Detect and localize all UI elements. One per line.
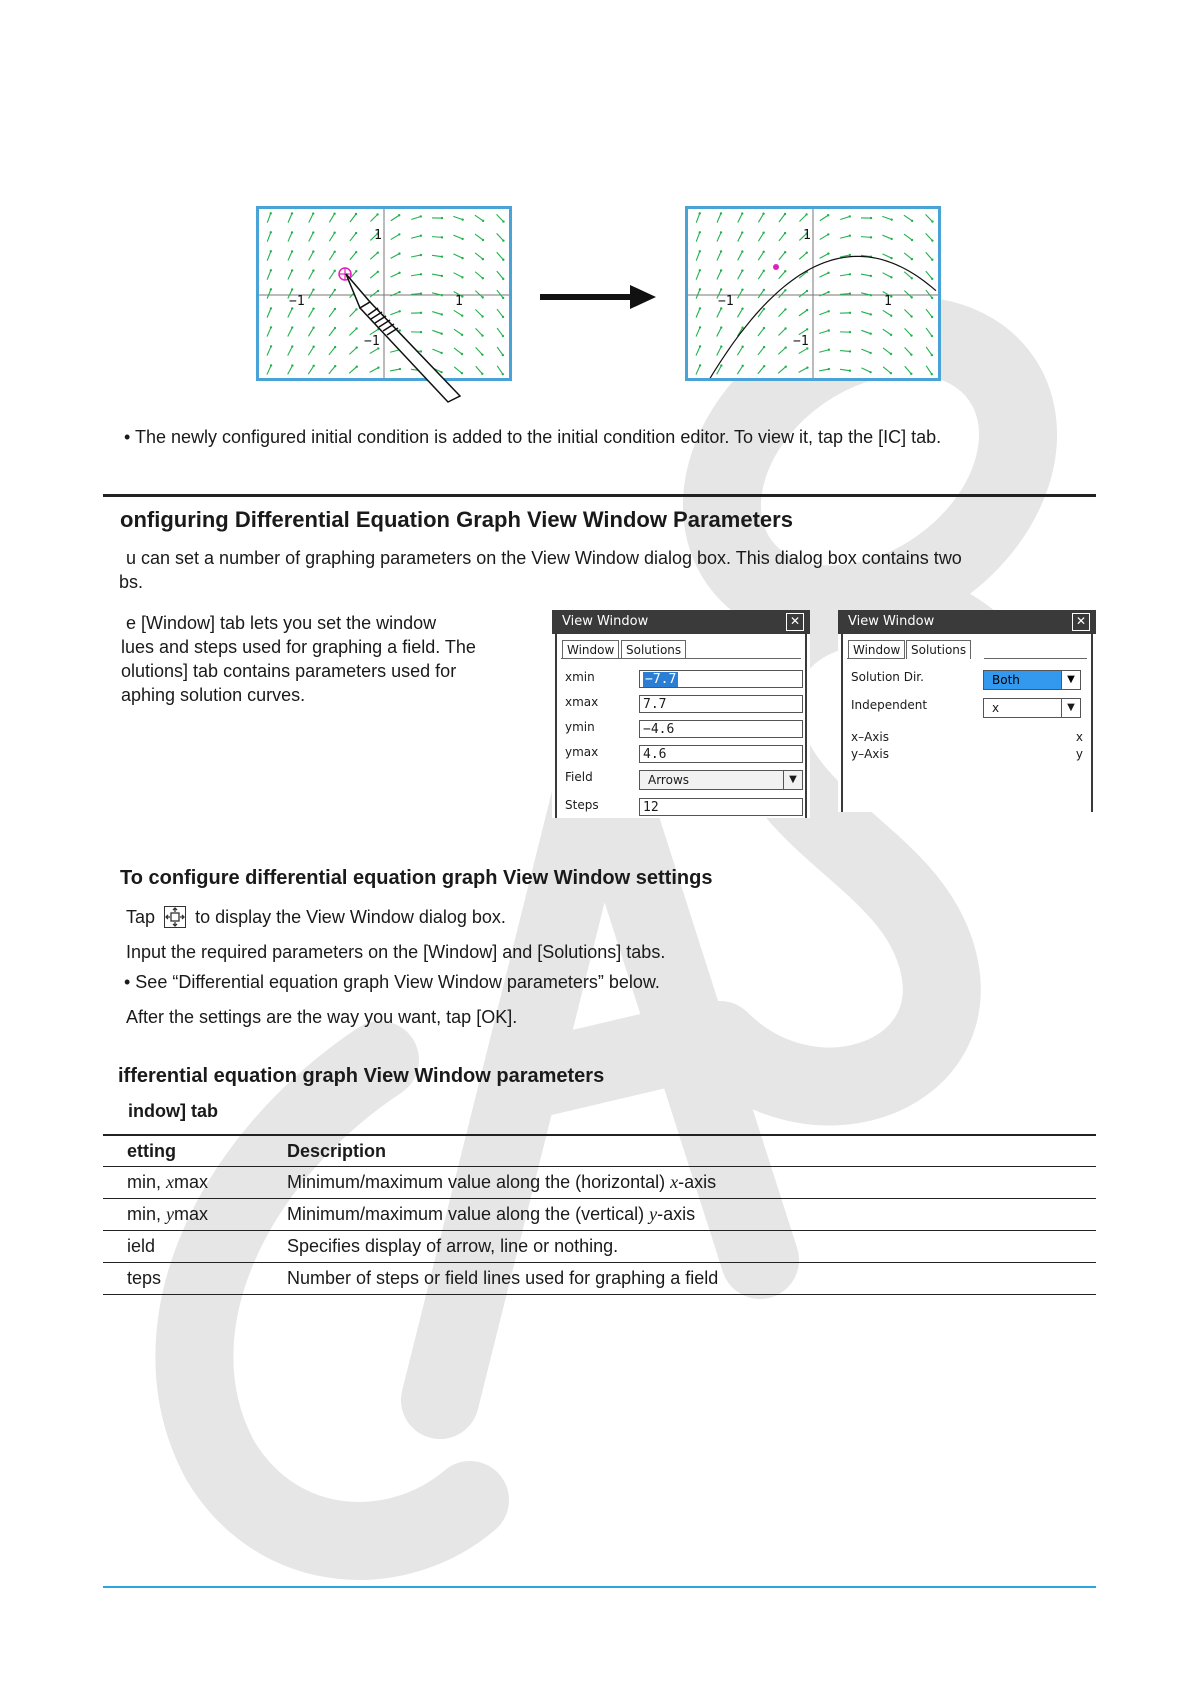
solution-dir-value: Both bbox=[992, 673, 1020, 687]
slope-arrow bbox=[819, 368, 830, 371]
slope-arrow bbox=[391, 214, 401, 221]
slope-arrow bbox=[329, 308, 336, 317]
slope-arrow bbox=[738, 269, 744, 279]
slope-arrow bbox=[370, 252, 379, 260]
solution-curve bbox=[688, 256, 936, 378]
intro-line-2: bs. bbox=[119, 572, 144, 592]
field-value: Arrows bbox=[648, 773, 690, 787]
slope-arrow bbox=[717, 231, 722, 241]
independent-label: Independent bbox=[851, 698, 928, 712]
window-tab-title: indow] tab bbox=[128, 1101, 218, 1121]
dropdown-arrow-icon[interactable]: ▼ bbox=[1061, 699, 1080, 717]
slope-arrow bbox=[288, 345, 294, 355]
slope-arrow bbox=[309, 231, 315, 241]
slope-arrow bbox=[717, 269, 722, 279]
slope-arrow bbox=[267, 250, 272, 261]
slope-arrow bbox=[926, 252, 934, 261]
slope-arrow bbox=[820, 214, 830, 221]
slope-arrow bbox=[411, 254, 422, 257]
slope-arrow bbox=[737, 346, 744, 356]
slope-arrow bbox=[267, 288, 272, 298]
slope-arrow bbox=[758, 232, 764, 242]
slope-arrow bbox=[883, 348, 892, 355]
slope-arrow bbox=[329, 213, 335, 223]
independent-value: x bbox=[992, 701, 1000, 715]
slope-arrow bbox=[926, 328, 933, 337]
slope-arrow bbox=[861, 368, 871, 373]
steps-label: Steps bbox=[565, 798, 599, 812]
slope-arrow bbox=[904, 310, 912, 318]
slope-arrow bbox=[840, 350, 851, 352]
slope-arrow bbox=[475, 215, 484, 222]
params-table bbox=[103, 1134, 1096, 1295]
slope-arrow bbox=[329, 365, 337, 374]
slope-arrow bbox=[840, 292, 851, 294]
slope-arrow bbox=[288, 326, 294, 336]
slope-arrow bbox=[717, 250, 722, 260]
slope-arrow bbox=[453, 216, 464, 221]
close-icon[interactable]: ✕ bbox=[786, 613, 804, 631]
solution-dir-label: Solution Dir. bbox=[851, 670, 924, 684]
slope-arrow bbox=[840, 369, 851, 372]
slope-arrow bbox=[758, 346, 765, 355]
xmax-field[interactable]: 7.7 bbox=[639, 695, 803, 713]
slope-arrow bbox=[432, 255, 443, 257]
tick-label-x-neg: −1 bbox=[718, 294, 734, 309]
slope-arrow bbox=[905, 366, 913, 375]
slope-arrow bbox=[329, 270, 336, 280]
table-row: min, xmax Minimum/maximum value along the (horizontal) x-axis bbox=[103, 1167, 1096, 1199]
field-select[interactable] bbox=[639, 770, 803, 790]
tick-label-x-pos: 1 bbox=[455, 294, 463, 309]
slope-arrow bbox=[861, 217, 872, 219]
tab-window[interactable]: Window bbox=[562, 640, 619, 659]
slope-arrow bbox=[820, 233, 830, 239]
slope-arrow bbox=[696, 231, 701, 242]
table-row: ield Specifies display of arrow, line or nothing. bbox=[103, 1231, 1096, 1263]
slope-arrow bbox=[497, 233, 505, 242]
step-1-post: to display the View Window dialog box. bbox=[195, 907, 506, 927]
slope-arrow bbox=[329, 232, 335, 242]
slope-arrow bbox=[840, 312, 851, 314]
steps-field[interactable]: 12 bbox=[639, 798, 803, 816]
slope-arrow bbox=[738, 231, 744, 241]
slope-arrow bbox=[904, 215, 913, 222]
view-window-dialog-solutions-tab bbox=[838, 610, 1096, 812]
slope-arrow bbox=[840, 331, 851, 333]
dropdown-arrow-icon[interactable]: ▼ bbox=[1061, 671, 1080, 689]
tab-window[interactable]: Window bbox=[848, 640, 905, 659]
slope-arrow bbox=[309, 288, 315, 298]
slope-arrow bbox=[696, 250, 701, 261]
slope-arrow bbox=[696, 288, 701, 298]
solution-dir-select[interactable] bbox=[983, 670, 1081, 690]
slope-arrow bbox=[861, 274, 872, 277]
step-1 bbox=[126, 906, 506, 928]
slope-arrow bbox=[738, 288, 744, 298]
initial-condition-point bbox=[773, 264, 779, 270]
slope-arrow bbox=[926, 271, 934, 280]
slope-arrow bbox=[758, 327, 765, 336]
slope-arrow bbox=[350, 213, 357, 222]
slope-arrow bbox=[267, 269, 272, 279]
slope-arrow bbox=[882, 254, 892, 259]
slope-arrow bbox=[717, 345, 723, 355]
slope-arrow bbox=[904, 234, 913, 241]
slope-arrow bbox=[883, 273, 893, 279]
slope-arrow bbox=[329, 251, 336, 261]
slope-arrow bbox=[350, 251, 358, 260]
slope-arrow bbox=[308, 346, 315, 356]
xmin-value: −7.7 bbox=[645, 672, 677, 687]
slope-arrow bbox=[309, 269, 315, 279]
section-title: onfiguring Differential Equation Graph View Window Parameters bbox=[120, 507, 793, 532]
ymin-label: ymin bbox=[565, 720, 595, 734]
slope-arrow bbox=[267, 231, 272, 242]
tick-label-y-neg: −1 bbox=[793, 334, 809, 349]
slope-arrow bbox=[861, 349, 871, 354]
slope-arrow bbox=[497, 271, 505, 280]
tick-label-x-pos: 1 bbox=[884, 294, 892, 309]
slope-arrow bbox=[288, 231, 293, 241]
slope-arrow bbox=[288, 269, 293, 279]
independent-select[interactable] bbox=[983, 698, 1081, 718]
slope-arrow bbox=[475, 253, 484, 260]
slope-arrow bbox=[696, 345, 701, 355]
params-title: ifferential equation graph View Window parameters bbox=[118, 1065, 605, 1087]
xmax-label: xmax bbox=[565, 695, 599, 709]
header-description: Description bbox=[287, 1135, 1096, 1167]
slope-arrow bbox=[905, 328, 913, 336]
y-axis-value: y bbox=[1075, 747, 1083, 761]
tab-solutions[interactable]: Solutions bbox=[906, 640, 971, 659]
desc-line-2: lues and steps used for graphing a field. The bbox=[121, 637, 476, 657]
desc-line-3: olutions] tab contains parameters used for bbox=[121, 661, 457, 681]
x-axis-label: x–Axis bbox=[851, 730, 889, 744]
slope-field-after bbox=[688, 209, 938, 378]
slope-arrow bbox=[453, 254, 463, 259]
slope-arrow bbox=[497, 309, 504, 318]
graph-after bbox=[685, 206, 941, 381]
step-2-note: • See “Differential equation graph View Window parameters” below. bbox=[124, 972, 660, 992]
slope-arrow bbox=[308, 327, 314, 337]
view-window-dialog-window-tab bbox=[552, 610, 810, 818]
slope-arrow bbox=[799, 252, 808, 260]
xmin-label: xmin bbox=[565, 670, 595, 684]
step-2: Input the required parameters on the [Window] and [Solutions] tabs. bbox=[126, 942, 666, 962]
slope-arrow bbox=[309, 212, 315, 222]
slope-arrow bbox=[717, 326, 723, 336]
slope-arrow bbox=[904, 253, 913, 260]
slope-arrow bbox=[779, 270, 787, 279]
slope-arrow bbox=[288, 364, 294, 374]
slope-arrow bbox=[778, 327, 786, 335]
slope-arrow bbox=[497, 214, 505, 222]
slope-arrow bbox=[861, 236, 872, 238]
slope-arrow bbox=[883, 310, 893, 317]
slope-arrow bbox=[350, 232, 357, 241]
table-header bbox=[103, 1135, 1096, 1167]
slope-arrow bbox=[391, 233, 401, 239]
tick-label-y-pos: 1 bbox=[803, 228, 811, 243]
slope-arrow bbox=[329, 289, 336, 298]
slope-arrow bbox=[497, 252, 505, 261]
ymax-field[interactable]: 4.6 bbox=[639, 745, 803, 763]
x-axis-value: x bbox=[1075, 730, 1083, 744]
ymax-label: ymax bbox=[565, 745, 599, 759]
slope-arrow bbox=[926, 233, 934, 242]
xmin-field[interactable] bbox=[639, 670, 803, 688]
slope-arrow bbox=[329, 327, 336, 336]
slope-arrow bbox=[819, 329, 830, 333]
table-row: min, ymax Minimum/maximum value along the (vertical) y-axis bbox=[103, 1199, 1096, 1231]
slope-arrow bbox=[819, 272, 829, 278]
slope-arrow bbox=[737, 307, 743, 317]
slope-arrow bbox=[738, 250, 744, 260]
slope-arrow bbox=[758, 365, 766, 374]
slope-arrow bbox=[737, 327, 743, 337]
slope-arrow bbox=[758, 213, 764, 223]
header-setting: etting bbox=[103, 1135, 287, 1167]
slope-arrow bbox=[267, 345, 272, 355]
ic-note: • The newly configured initial condition is added to the initial condition editor. To view it, tap the [IC] tab. bbox=[124, 427, 942, 447]
tick-label-x-neg: −1 bbox=[289, 294, 305, 309]
slope-arrow bbox=[840, 215, 851, 219]
slope-arrow bbox=[799, 290, 808, 297]
footer-rule bbox=[103, 1586, 1096, 1588]
stylus-icon bbox=[340, 268, 480, 403]
dialog-title: View Window bbox=[552, 610, 810, 634]
slope-arrow bbox=[497, 328, 504, 337]
slope-arrow bbox=[758, 308, 765, 317]
slope-arrow bbox=[497, 347, 504, 356]
ymin-field[interactable]: −4.6 bbox=[639, 720, 803, 738]
slope-arrow bbox=[905, 347, 913, 356]
slope-arrow bbox=[329, 346, 336, 355]
slope-arrow bbox=[696, 212, 701, 223]
slope-arrow bbox=[799, 309, 808, 316]
slope-arrow bbox=[696, 307, 701, 317]
close-icon[interactable]: ✕ bbox=[1072, 613, 1090, 631]
tick-label-y-pos: 1 bbox=[374, 228, 382, 243]
slope-arrow bbox=[778, 346, 787, 354]
slope-arrow bbox=[926, 347, 933, 356]
slope-arrow bbox=[288, 212, 293, 222]
desc-line-4: aphing solution curves. bbox=[121, 685, 306, 705]
slope-arrow bbox=[883, 329, 892, 336]
slope-arrow bbox=[370, 213, 378, 221]
slope-arrow bbox=[696, 269, 701, 279]
slope-arrow bbox=[758, 251, 765, 261]
dropdown-arrow-icon[interactable]: ▼ bbox=[783, 771, 802, 789]
slope-arrow bbox=[758, 289, 765, 298]
slope-arrow bbox=[819, 349, 830, 353]
slope-arrow bbox=[840, 273, 851, 276]
slope-arrow bbox=[696, 326, 701, 336]
slope-arrow bbox=[737, 365, 744, 375]
slope-arrow bbox=[799, 213, 807, 221]
table-row: teps Number of steps or field lines used for graphing a field bbox=[103, 1263, 1096, 1295]
slope-arrow bbox=[926, 214, 934, 222]
slope-arrow bbox=[309, 250, 315, 260]
slope-arrow bbox=[696, 364, 701, 374]
slope-arrow bbox=[820, 252, 830, 258]
step-3: After the settings are the way you want, tap [OK]. bbox=[126, 1007, 518, 1027]
slope-arrow bbox=[308, 365, 315, 375]
view-window-icon[interactable] bbox=[164, 906, 186, 928]
slope-arrow bbox=[411, 235, 422, 239]
slope-arrow bbox=[738, 212, 744, 222]
slope-arrow bbox=[432, 236, 443, 238]
right-arrow-icon bbox=[538, 282, 658, 312]
slope-arrow bbox=[861, 330, 872, 335]
slope-arrow bbox=[779, 232, 786, 241]
slope-arrow bbox=[799, 366, 809, 372]
slope-arrow bbox=[779, 308, 787, 316]
slope-arrow bbox=[497, 366, 504, 375]
procedure-title: To configure differential equation graph View Window settings bbox=[120, 867, 713, 889]
slope-arrow bbox=[411, 215, 422, 219]
slope-arrow bbox=[453, 235, 463, 240]
slope-arrow bbox=[861, 312, 872, 316]
slope-arrow bbox=[926, 309, 933, 318]
slope-arrow bbox=[391, 252, 401, 258]
slope-arrow bbox=[288, 250, 293, 260]
tick-label-y-neg: −1 bbox=[364, 334, 380, 349]
slope-arrow bbox=[779, 251, 787, 260]
slope-arrow bbox=[778, 366, 787, 374]
slope-arrow bbox=[926, 366, 933, 375]
slope-arrow bbox=[717, 212, 722, 222]
slope-arrow bbox=[882, 216, 893, 221]
slope-arrow bbox=[267, 326, 272, 336]
desc-line-1: e [Window] tab lets you set the window bbox=[126, 613, 437, 633]
dialog-title: View Window bbox=[838, 610, 1096, 634]
field-label: Field bbox=[565, 770, 593, 784]
slope-arrow bbox=[840, 235, 851, 239]
slope-arrow bbox=[432, 217, 443, 219]
slope-arrow bbox=[308, 307, 314, 317]
slope-arrow bbox=[267, 307, 272, 317]
step-1-pre: Tap bbox=[126, 907, 156, 927]
section-rule bbox=[103, 494, 1096, 497]
slope-arrow bbox=[779, 213, 786, 222]
slope-arrow bbox=[758, 270, 765, 280]
slope-arrow bbox=[267, 364, 272, 374]
slope-arrow bbox=[267, 212, 272, 223]
tab-solutions[interactable]: Solutions bbox=[621, 640, 686, 659]
intro-line-1: u can set a number of graphing parameters on the View Window dialog box. This dialog box contains two bbox=[126, 548, 962, 568]
y-axis-label: y–Axis bbox=[851, 747, 889, 761]
slope-arrow bbox=[883, 367, 892, 374]
slope-arrow bbox=[882, 235, 892, 240]
slope-arrow bbox=[475, 234, 484, 241]
slope-arrow bbox=[819, 310, 830, 315]
